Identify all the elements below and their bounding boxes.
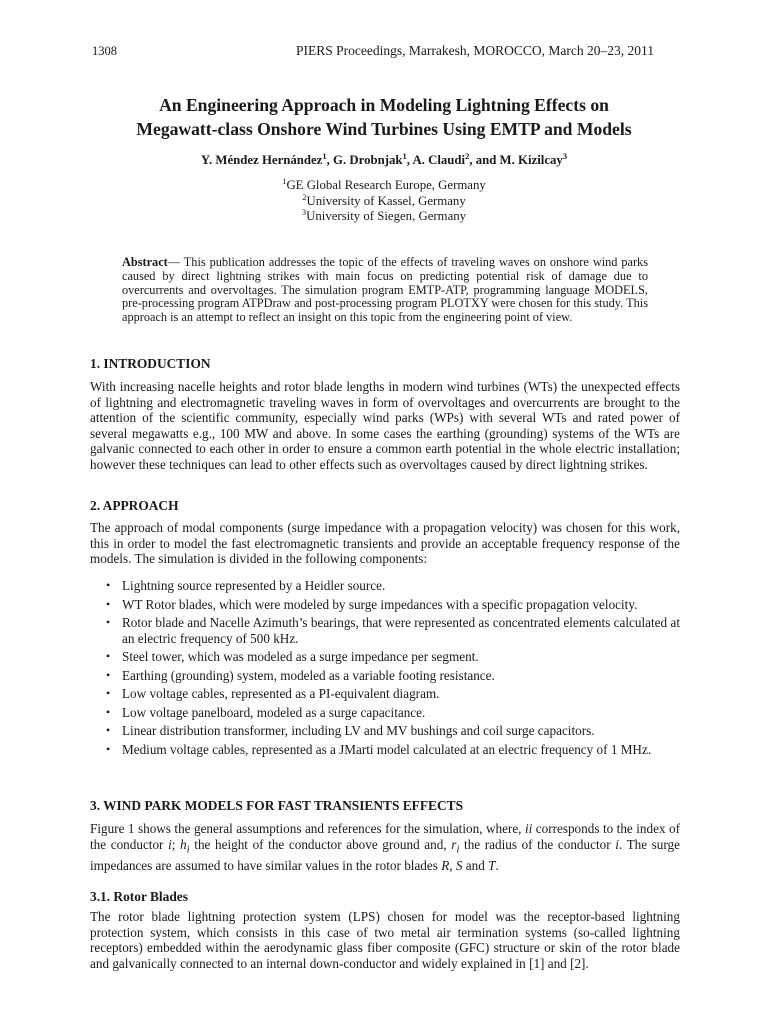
author-affiliation-mark: 2 [465, 151, 470, 161]
bullet-icon: • [106, 667, 111, 682]
author-name: Y. Méndez Hernández [200, 153, 323, 167]
introduction-paragraph: With increasing nacelle heights and rotor blade lengths in modern wind turbines (WTs) the unexpected effects of lightning and electromagnetic traveling waves in form of overvoltages and overcurrents are brought to the attention of the scientific community, especially wind parks (WPs) with several WTs and rated power of several megawatts e.g., 100 MW and above. In some cases the earthing (grounding) systems of the WTs are galvanic connected to each other in order to ensure a common earth potential in the whole electric installation; however these techniques can lead to other effects such as overvoltages caused by direct lightning strikes. [90, 379, 680, 472]
component-list [106, 578, 680, 760]
abstract-label: Abstract [122, 255, 168, 269]
wind-park-paragraph: Figure 1 shows the general assumptions and references for the simulation, where, ii corresponds to the index of the conductor i; $h_i$ the height of the conductor above ground and, $r_i$ the radius of the conductor i. The surge impedances are assumed to have similar values in the rotor blades R, S and T. [90, 821, 681, 873]
author-affiliation-mark: 3 [562, 151, 568, 161]
section-heading-introduction: 1. INTRODUCTION [90, 356, 211, 371]
rotor-blades-paragraph: The rotor blade lightning protection system (LPS) chosen for model was the receptor-based lightning protection system, which consists in this case of two metal air termination systems (so-called lightning receptors) embedded within the aerodynamic glass fiber composite (GFC) structure or skin of the rotor blade and galvanically connected to an internal down-conductor and widely explained in [1] and [2]. [90, 909, 680, 971]
list-item: • Medium voltage cables, represented as a JMarti model calculated at an electric frequency of 1 MHz. [106, 741, 652, 757]
affiliation-list [80, 178, 688, 225]
list-item: • Low voltage panelboard, modeled as a surge capacitance. [106, 704, 426, 720]
list-item: • Earthing (grounding) system, modeled as a variable footing resistance. [106, 667, 495, 683]
bullet-icon: • [106, 615, 111, 629]
affiliation: $^2$University of Kassel, Germany [302, 191, 466, 208]
section-heading-wind-park-models: 3. WIND PARK MODELS FOR FAST TRANSIENTS EFFECTS [90, 798, 464, 813]
author-name: G. Drobnjak [333, 153, 403, 167]
list-item: • Lightning source represented by a Heidler source. [106, 578, 386, 593]
author-separator: , and [469, 153, 500, 167]
affiliation: $^3$University of Siegen, Germany [301, 207, 467, 223]
bullet-icon: • [106, 578, 111, 592]
bullet-icon: • [106, 723, 111, 737]
bullet-icon: • [106, 596, 111, 611]
list-item: • Low voltage cables, represented as a PI-equivalent diagram. [106, 686, 440, 701]
bullet-icon: • [106, 741, 111, 756]
paper-title [80, 93, 688, 141]
author-affiliation-mark: 1 [402, 151, 407, 161]
author-name: M. Kizilcay [499, 153, 563, 167]
bullet-icon: • [106, 649, 111, 663]
list-item: • WT Rotor blades, which were modeled by surge impedances with a specific propagation velocity. [106, 596, 638, 612]
subsection-heading-rotor-blades: 3.1. Rotor Blades [90, 889, 188, 904]
list-item: • Rotor blade and Nacelle Azimuth’s bearings, that were represented as concentrated elements calculated at an electric frequency of 500 kHz. [106, 615, 680, 646]
author-name: A. Claudi [412, 153, 466, 167]
list-item: • Steel tower, which was modeled as a surge impedance per segment. [106, 649, 479, 664]
section-heading-approach: 2. APPROACH [90, 498, 179, 513]
page-number: 1308 [92, 44, 117, 58]
abstract [122, 256, 648, 325]
abstract-dash: — [167, 255, 184, 269]
author-affiliation-mark: 1 [322, 151, 327, 161]
bullet-icon: • [106, 704, 111, 719]
bullet-icon: • [106, 686, 111, 700]
title-line-1: An Engineering Approach in Modeling Lightning Effects on [159, 95, 609, 115]
author-separator: , [406, 153, 413, 167]
affiliation: $^1$GE Global Research Europe, Germany [282, 176, 486, 192]
list-item: • Linear distribution transformer, including LV and MV bushings and coil surge capacitors. [106, 723, 595, 738]
abstract-text: This publication addresses the topic of the effects of traveling waves on onshore wind parks caused by direct lightning strikes with main focus on predicting potential risk of damage due to overcurrents and overvoltages. The simulation program EMTP-ATP, programming language MODELS, pre-processing program ATPDraw and post-processing program PLOTXY were chosen for this study. This approach is an attempt to reflect an insight on this topic from the engineering point of view. [122, 255, 648, 325]
title-line-2: Megawatt-class Onshore Wind Turbines Using EMTP and Models [136, 119, 632, 139]
approach-paragraph: The approach of modal components (surge impedance with a propagation velocity) was chosen for this work, this in order to model the fast electromagnetic transients and provide an acceptable frequency response of the models. The simulation is divided in the following components: [90, 520, 680, 566]
author-list [80, 153, 688, 168]
author-separator: , [326, 153, 334, 167]
running-head: PIERS Proceedings, Marrakesh, MOROCCO, March 20–23, 2011 [296, 43, 654, 58]
